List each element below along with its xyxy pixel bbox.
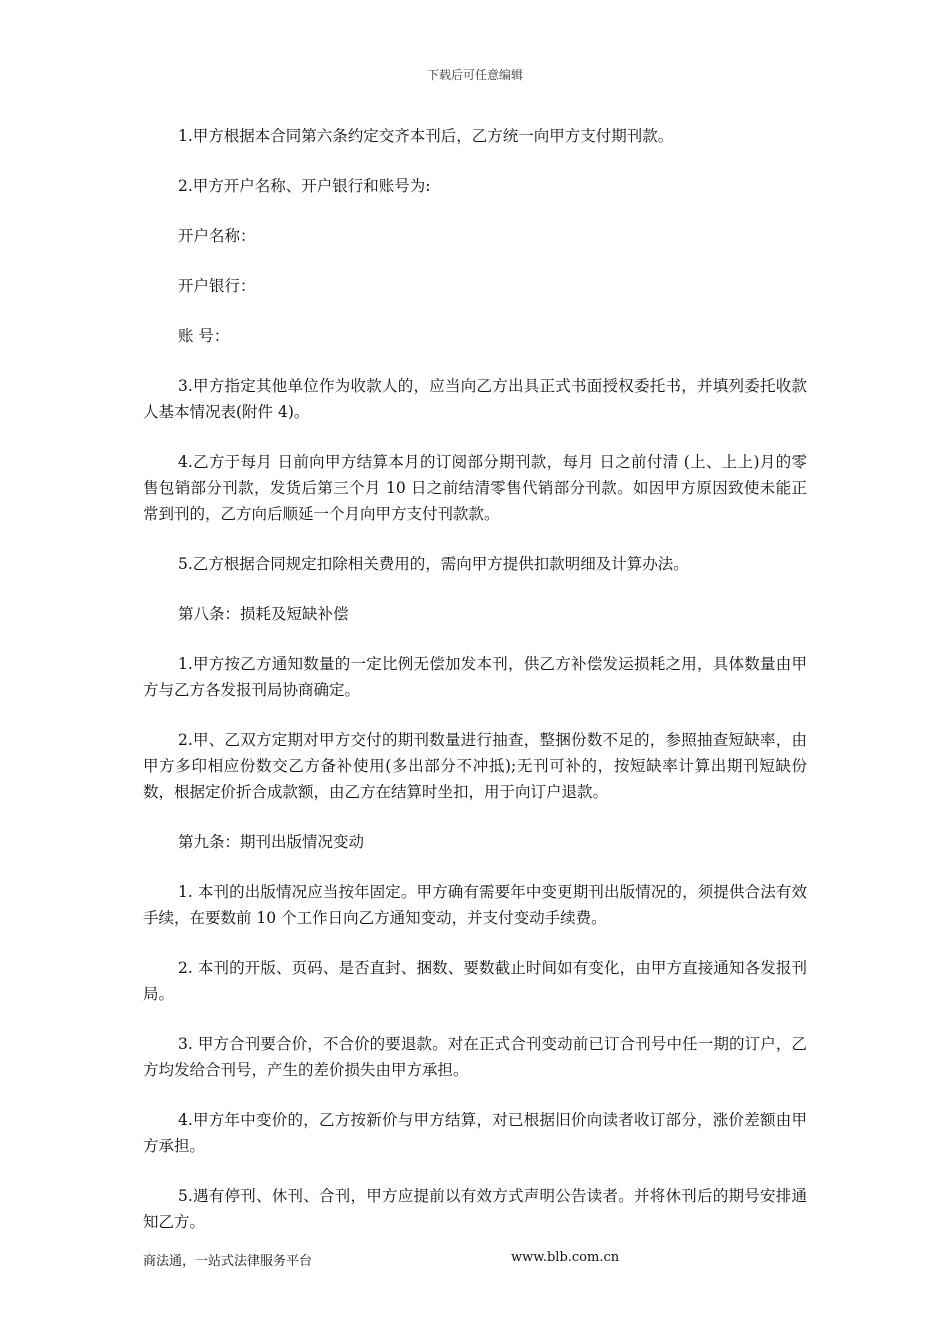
- paragraph: 1.甲方按乙方通知数量的一定比例无偿加发本刊，供乙方补偿发运损耗之用，具体数量由甲方与乙方各发报刊局协商确定。: [143, 655, 807, 699]
- paragraph: 3. 甲方合刊要合价，不合价的要退款。对在正式合刊变动前已订合刊号中任一期的订户，乙方均发给合刊号，产生的差价损失由甲方承担。: [143, 1035, 807, 1079]
- document-body: [143, 123, 807, 1259]
- page-header-note: 下载后可任意编辑: [426, 68, 523, 82]
- paragraph: 1. 本刊的出版情况应当按年固定。甲方确有需要年中变更期刊出版情况的，须提供合法有效手续，在要数前 10 个工作日向乙方通知变动，并支付变动手续费。: [143, 883, 807, 927]
- section-heading: 第九条：期刊出版情况变动: [178, 833, 365, 851]
- paragraph: 5.遇有停刊、休刊、合刊，甲方应提前以有效方式声明公告读者。并将休刊后的期号安排通知乙方。: [143, 1187, 807, 1231]
- paragraph: 2.甲方开户名称、开户银行和账号为:: [178, 177, 431, 195]
- paragraph: 2.甲、乙双方定期对甲方交付的期刊数量进行抽查，整捆份数不足的，参照抽查短缺率，由甲方多印相应份数交乙方备补使用(多出部分不冲抵);无刊可补的，按短缺率计算出期刊短缺份数，根据定价折合成款额，由乙方在结算时坐扣，用于向订户退款。: [143, 731, 807, 801]
- paragraph: 5.乙方根据合同规定扣除相关费用的，需向甲方提供扣款明细及计算办法。: [178, 555, 689, 573]
- paragraph: 开户银行：: [178, 277, 256, 295]
- paragraph: 4.甲方年中变价的，乙方按新价与甲方结算，对已根据旧价向读者收订部分，涨价差额由甲方承担。: [143, 1111, 807, 1155]
- paragraph: 开户名称：: [178, 227, 256, 245]
- paragraph: 4.乙方于每月 日前向甲方结算本月的订阅部分期刊款，每月 日之前付清 (上、上上)月的零售包销部分刊款，发货后第三个月 10 日之前结清零售代销部分刊款。如因甲方原因致使未能正常到刊的，乙方向后顺延一个月向甲方支付刊款款。: [143, 453, 807, 523]
- paragraph: 3.甲方指定其他单位作为收款人的，应当向乙方出具正式书面授权委托书，并填列委托收款人基本情况表(附件 4)。: [143, 377, 807, 421]
- section-heading: 第八条：损耗及短缺补偿: [178, 605, 349, 623]
- footer-platform-name: 商法通，一站式法律服务平台: [143, 1254, 313, 1269]
- paragraph: 账 号：: [178, 327, 230, 345]
- paragraph: 1.甲方根据本合同第六条约定交齐本刊后，乙方统一向甲方支付期刊款。: [178, 127, 674, 145]
- footer-website-link[interactable]: www.blb.com.cn: [511, 1250, 620, 1265]
- paragraph: 2. 本刊的开版、页码、是否直封、捆数、要数截止时间如有变化，由甲方直接通知各发报刊局。: [143, 959, 807, 1003]
